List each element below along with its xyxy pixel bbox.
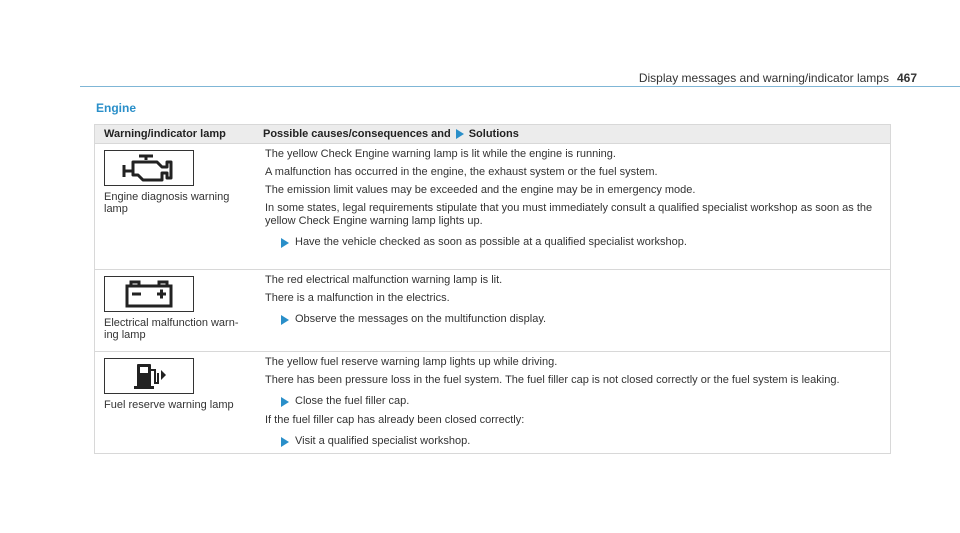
action-text: Close the fuel filler cap. [295, 395, 410, 407]
description-text: The yellow fuel reserve warning lamp lights up while driving. [265, 356, 558, 368]
table-row [95, 352, 890, 454]
description-text: There has been pressure loss in the fuel system. The fuel filler cap is not closed correctly or the fuel system is leaking. [265, 374, 840, 386]
description-text: In some states, legal requirements stipulate that you must immediately consult a qualified specialist workshop as soon as the yellow Check Engine warning lamp lights up. [265, 202, 873, 227]
solution-arrow-icon [456, 129, 464, 139]
warning-lamp-table [94, 124, 891, 454]
column-header-causes-label: Possible causes/consequences and [263, 128, 451, 140]
description-text: There is a malfunction in the electrics. [265, 292, 450, 304]
running-header-title: Display messages and warning/indicator lamps [638, 71, 889, 85]
lamp-icon-box [104, 276, 194, 312]
description-text: The emission limit values may be exceeded and the engine may be in emergency mode. [265, 184, 696, 196]
section-title: Engine [96, 101, 137, 115]
action-step [281, 395, 884, 408]
action-text: Observe the messages on the multifunction display. [295, 313, 547, 325]
action-arrow-icon [281, 238, 289, 248]
fuel-pump-icon [119, 361, 179, 391]
lamp-label: Electrical malfunction warn-ing lamp [104, 317, 239, 341]
description-text: If the fuel filler cap has already been closed correctly: [265, 414, 525, 426]
description-text: A malfunction has occurred in the engine, the exhaust system or the fuel system. [265, 166, 658, 178]
lamp-label: Fuel reserve warning lamp [104, 399, 234, 411]
description-cell [255, 144, 890, 269]
lamp-cell [95, 270, 255, 351]
action-arrow-icon [281, 437, 289, 447]
header-rule [80, 86, 960, 87]
lamp-label: Engine diagnosis warning lamp [104, 191, 230, 215]
action-step [281, 236, 884, 249]
action-text: Have the vehicle checked as soon as possible at a qualified specialist workshop. [295, 236, 687, 248]
action-arrow-icon [281, 315, 289, 325]
table-row [95, 144, 890, 270]
action-step [281, 435, 884, 448]
battery-icon [119, 279, 179, 309]
action-arrow-icon [281, 397, 289, 407]
description-cell [255, 270, 890, 351]
column-header-lamp: Warning/indicator lamp [104, 128, 226, 140]
lamp-cell [95, 352, 255, 453]
description-text: The red electrical malfunction warning lamp is lit. [265, 274, 503, 286]
description-text: The yellow Check Engine warning lamp is lit while the engine is running. [265, 148, 616, 160]
page-number: 467 [896, 71, 917, 85]
lamp-icon-box [104, 358, 194, 394]
table-row [95, 270, 890, 352]
lamp-icon-box [104, 150, 194, 186]
running-header [639, 71, 917, 85]
action-text: Visit a qualified specialist workshop. [295, 435, 471, 447]
lamp-cell [95, 144, 255, 269]
action-step [281, 313, 884, 326]
column-header-causes [255, 125, 890, 143]
column-header-solutions-label: Solutions [468, 128, 519, 140]
check-engine-icon [119, 153, 179, 183]
table-header [95, 125, 890, 144]
description-cell [255, 352, 890, 453]
